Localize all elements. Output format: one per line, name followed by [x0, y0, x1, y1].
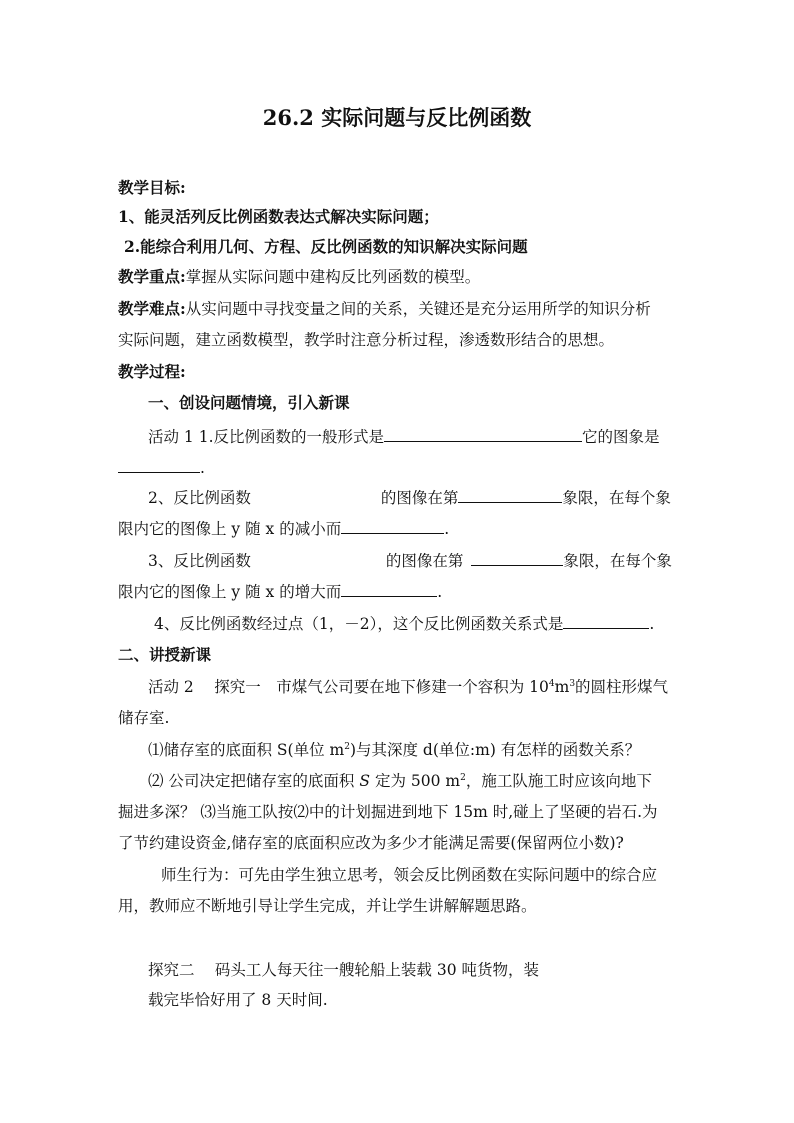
question-4-line: 4、反比例函数经过点（1，－2），这个反比例函数关系式是 . — [154, 615, 655, 633]
objective-item-1: 1、能灵活列反比例函数表达式解决实际问题； — [118, 207, 439, 226]
exploration-2-line-1: 探究二 码头工人每天往一艘轮船上装载 30 吨货物，装 — [148, 961, 540, 979]
objective-item-2: 2.能综合利用几何、方程、反比例函数的知识解决实际问题 — [124, 237, 528, 256]
key-point-text: 掌握从实际问题中建构反比列函数的模型。 — [185, 268, 481, 286]
process-heading: 教学过程: — [118, 362, 186, 381]
question-2-line — [148, 487, 671, 508]
question-1-text-a: 活动 1 1.反比例函数的一般形式是 — [148, 428, 385, 446]
answer-blank[interactable] — [384, 426, 582, 442]
question-3-text-a: 3、反比例函数 — [148, 552, 251, 570]
question-1-line — [148, 426, 660, 447]
problem-2-line-2: 掘进多深？ ⑶当施工队按⑵中的计划掘进到地下 15m 时,碰上了坚硬的岩石.为 — [118, 803, 658, 821]
activity-2-exponent-2: 3 — [569, 678, 576, 689]
answer-blank[interactable] — [458, 487, 562, 503]
activity-2-exponent-1: 4 — [548, 678, 555, 689]
answer-blank[interactable] — [118, 457, 200, 473]
section1-heading: 一、创设问题情境，引入新课 — [148, 393, 350, 412]
question-2-text-a: 2、反比例函数 — [148, 489, 251, 507]
problem-1-line — [148, 740, 640, 760]
difficulty-text-1: 从实问题中寻找变量之间的关系，关键还是充分运用所学的知识分析 — [185, 300, 651, 318]
answer-blank[interactable] — [563, 613, 649, 629]
teacher-note-line-2: 用，教师应不断地引导让学生完成，并让学生讲解解题思路。 — [118, 897, 537, 915]
problem-2-text-a: ⑵ 公司决定把储存室的底面积 — [148, 772, 355, 790]
activity-2-text-c: 的圆柱形煤气 — [575, 678, 669, 696]
answer-blank[interactable] — [471, 550, 563, 566]
problem-2-line — [148, 771, 652, 791]
question-3-line — [148, 550, 672, 571]
question-1-text-b: 它的图象是 — [582, 428, 660, 446]
question-3-text-c: 象限，在每个象 — [563, 552, 672, 570]
section2-heading: 二、讲授新课 — [118, 645, 212, 664]
activity-2-unit: m — [554, 678, 570, 696]
page-title: 26.2 实际问题与反比例函数 — [262, 105, 532, 130]
difficulty-line-1 — [118, 299, 651, 319]
question-3-text-b: 的图像在第 — [385, 552, 464, 570]
question-2-text-b: 的图像在第 — [380, 489, 459, 507]
exploration-2-line-2: 载完毕恰好用了 8 天时间. — [148, 991, 328, 1009]
activity-2-line-2: 储存室. — [118, 709, 170, 727]
problem-1-text-a: ⑴储存室的底面积 S(单位 m — [148, 741, 345, 759]
activity-2-line — [148, 677, 668, 697]
problem-1-text-b: )与其深度 d(单位:m) 有怎样的函数关系？ — [349, 741, 641, 759]
difficulty-label: 教学难点: — [118, 299, 186, 318]
objectives-heading: 教学目标: — [118, 178, 186, 197]
problem-1-exponent: 2 — [344, 741, 350, 752]
question-3-line-2: 限内它的图像上 y 随 x 的增大而 . — [118, 583, 443, 601]
answer-blank[interactable] — [341, 518, 444, 534]
problem-2-text-b: 定为 500 m — [374, 772, 461, 790]
question-1-line-2: . — [118, 457, 205, 478]
activity-2-text-a: 活动 2 探究一 市煤气公司要在地下修建一个容积为 10 — [148, 678, 549, 696]
question-2-line-2: 限内它的图像上 y 随 x 的减小而 . — [118, 520, 450, 538]
question-3-text-d: 限内它的图像上 y 随 x 的增大而 — [118, 583, 342, 601]
problem-2-exponent: 2 — [460, 772, 466, 783]
problem-2-line-3: 了节约建设资金,储存室的底面积应改为多少才能满足需要(保留两位小数)? — [118, 834, 624, 852]
answer-blank[interactable] — [341, 581, 437, 597]
key-point-line — [118, 267, 480, 287]
question-2-text-d: 限内它的图像上 y 随 x 的减小而 — [118, 520, 342, 538]
teacher-note-line-1: 师生行为：可先由学生独立思考，领会反比例函数在实际问题中的综合应 — [161, 866, 658, 884]
key-point-label: 教学重点: — [118, 267, 186, 286]
difficulty-line-2: 实际问题，建立函数模型，教学时注意分析过程，渗透数形结合的思想。 — [118, 331, 615, 349]
problem-2-variable: S — [359, 772, 370, 790]
question-2-text-c: 象限，在每个象 — [562, 489, 671, 507]
question-4-text: 4、反比例函数经过点（1，－2），这个反比例函数关系式是 — [154, 615, 564, 633]
problem-2-text-c: ，施工队施工时应该向地下 — [465, 772, 652, 790]
